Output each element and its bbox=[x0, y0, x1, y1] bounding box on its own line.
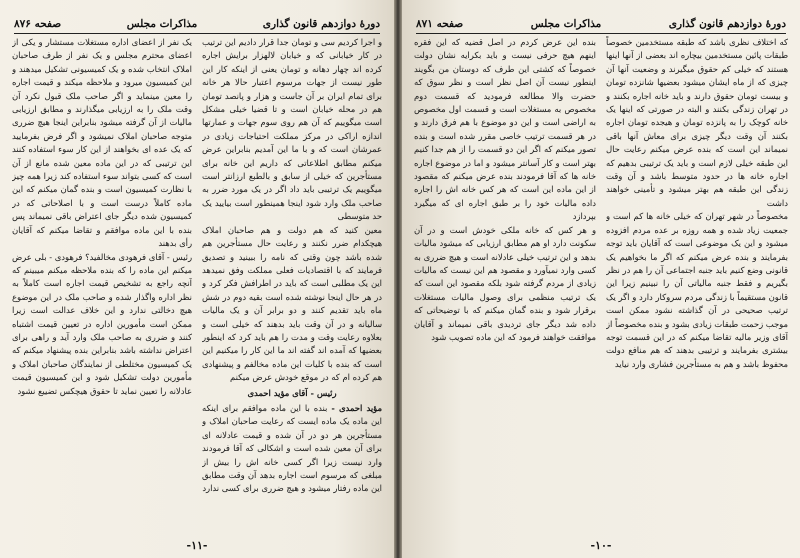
right-page-columns bbox=[414, 36, 788, 532]
left-page-left-column bbox=[12, 36, 192, 532]
right-page-number: -۱۰- bbox=[590, 539, 612, 552]
left-page-columns bbox=[12, 36, 382, 532]
paragraph-text: بنده با این ماده موافقم برای اینکه این ماده یک ماده ایست که رعایت صاحبان املاک و مستأجرین هر دو در آن شده و قیمت عادلانه ای برای آن معین شده است و اشکالی که آقا فرمودند وارد نیست زیرا اگر کسی خانه اش را بیش از مبلغی که مرسوم است اجاره بدهد آن وقت مطابق این ماده رفتار میشود و هیچ ضرری برای کسی ندارد bbox=[202, 402, 382, 494]
right-page-right-column bbox=[606, 36, 788, 532]
left-header-title: مذاکرات مجلس bbox=[126, 18, 198, 30]
speaker-heading: رئیس - آقای مؤید احمدی bbox=[247, 387, 337, 398]
left-header-page: صفحه ۸۷۶ bbox=[14, 18, 62, 30]
paragraph: رئیس - آقای فرهودی مخالفید؟ فرهودی - بلی عرض میکنم این ماده را که بنده ملاحظه میکنم میبینم که آنچه راجع به تشخیص قیمت اجاره است کاملاً به نظر اداره واگذار شده و صاحب ملک در این موضوع هیچ دخالتی ندارد و این خلاف عدالت است زیرا ممکن است مأمورین اداره در تعیین قیمت اشتباه کنند و ضرری به صاحب ملک وارد آید و راهی برای اعتراض نداشته باشد بنابراین بنده پیشنهاد میکنم که یک کمیسیون مختلطی از نمایندگان صاحبان املاک و مأمورین دولت تشکیل شود و این کمیسیون قیمت عادلانه را تعیین نماید تا حقوق هیچکس تضییع نشود bbox=[12, 251, 192, 396]
book-gutter bbox=[394, 0, 402, 558]
right-page-header bbox=[416, 8, 786, 34]
right-header-title: مذاکرات مجلس bbox=[530, 18, 602, 30]
paragraph: مخصوصاً در شهر تهران که خیلی خانه ها کم است و جمعیت زیاد شده و همه روزه بر عده مردم افزوده میشود و این یک موضوعی است که آقایان باید توجه بفرمایند و بنده عرض میکنم که اگر ما بخواهیم یک قانونی وضع کنیم باید جنبه اجتماعی آن را هم در نظر بگیریم و فقط جنبه مالیاتی آن را نبینیم زیرا این قانون مستقیماً با زندگی مردم سروکار دارد و اگر یک ترتیب صحیحی در آن گذاشته نشود ممکن است موجب زحمت طبقات زیادی بشود و بنده مخصوصاً از آقای وزیر مالیه تقاضا میکنم که در این قسمت توجه بیشتری بفرمایند و ترتیبی بدهند که هم منافع دولت محفوظ باشد و هم به مستأجرین فشاری وارد نیاید bbox=[606, 211, 788, 369]
left-header-session: دورهٔ دوازدهم قانون گذاری bbox=[262, 18, 380, 30]
paragraph: و اجرا کردیم سی و تومان جدا قرار دادیم این ترتیب در کار خیابانی که و خیابان لالهزار برایش اجاره کرده اند چهار دهانه و تومان یعنی از اینکه کار این طور نیست از جهات مرسوم اعتبار حالا هر خانه براى تمام ایران بر آن جاست و هزار و پانصد تومان هم در محله خیابان است و تا قضیا خیلی مشکل است میگوییم که آن هم روی سوم جهات و عمارتها اندازه اراکی در مرکز مملکت احتیاجات زیادی در عمرشان است که و با ما این آمدیم بنابراین عرض میکنم مطابق اطلاعاتی که داریم این خانه برای مستأجرین که خیلی از سابق و بالطبع ارزانتر است میگوییم یک ترتیبی باید داد اگر در یک مورد ضرر به صاحب ملک وارد شود اینجا همینطور است بیایید یک حد متوسطی bbox=[202, 37, 382, 222]
speaker-name: مؤید احمدی - bbox=[331, 402, 382, 413]
paragraph: که اختلاف نظری باشد که طبقه مستخدمین خصوصاً طبقات پائین مستخدمین بیچاره اند بعضی از آنها اینها هستند که خیلی کم حقوق میگیرند و وضعیت آنها آن چیزی که از ماه ایشان میشود بعضیها شانزده تومان و بیست تومان حقوق دارند و باید خانه اجاره بکنند و در تهران زندگی بکنند و البته در صورتی که اینها یک خانه کوچک را به پانزده تومان و هیجده تومان اجاره بکنند آن وقت دیگر چیزی برای معاش آنها باقی نمیماند این است که بنده عرض میکنم رعایت حال این طبقه خیلی لازم است و باید یک ترتیبی بدهیم که اجاره خانه ها در حدود متوسط باشد و آن وقت زندگی این طبقه هم بهتر میشود و تأمینی خواهند داشت bbox=[606, 37, 788, 208]
paragraph: و هر کس که خانه ملکی خودش است و در آن سکونت دارد او هم مطابق ارزیابی که میشود مالیات بدهد و این ترتیب خیلی عادلانه است و هیچ ضرری به کسی وارد نمیآورد و مقصود هم این نیست که مالیات زیادی از مردم گرفته شود بلکه مقصود این است که یک ترتیب منظمی برای وصول مالیات مستغلات برقرار شود و بنده گمان میکنم که با توضیحاتی که داده شد دیگر جای تردیدی باقی نمیماند و آقایان موافقت خواهند فرمود که این ماده تصویب شود bbox=[414, 224, 596, 342]
right-page bbox=[402, 0, 800, 558]
paragraph: یک نفر از اعضای اداره مستغلات مستشار و یکی از اعضای محترم مجلس و یک نفر از طرف صاحبان املاک انتخاب شده و یک کمیسیونی تشکیل میدهند و این کمیسیون میرود و ملاحظه میکند و قیمت اجاره را معین مینماید و اگر صاحب ملک قبول نکرد آن وقت ملک را به ارزیابی میگذارند و مطابق ارزیابی مالیات از آن گرفته میشود بنابراین اینجا هیچ ضرری متوجه صاحبان املاک نمیشود و اگر فرض بفرمایید که یک عده ای بخواهند از این کار سوء استفاده کنند این ترتیبی که در این ماده معین شده مانع از آن است که کسی بتواند سوء استفاده کند زیرا همه چیز با نظارت کمیسیون است و بنده گمان میکنم که این ماده کاملاً درست است و با اصلاحاتی که در کمیسیون شده دیگر جای اعتراض باقی نمیماند پس بنده با این ماده موافقم و تقاضا میکنم که آقایان رأی بدهند bbox=[12, 37, 192, 249]
paragraph: بنده این عرض کردم در اصل قضیه که این فقره اینهم هیچ حرفی نیست و باید بکرایه نشان دولت خصوصاً که کشتی این طرف که دوستان من بگویند اینطور نیست آن اصل نظر است و نظر سوق که حضرت والا مطالعه فرمودید که قسمت دوم مخصوص به مستغلات است و قسمت اول مخصوص به اراضی است و این دو موضوع با هم فرق دارند و در هر قسمت ترتیب خاصی مقرر شده است و بنده تصور میکنم که اگر این دو قسمت را از هم جدا کنیم بهتر است و کار آسانتر میشود و اما در موضوع اجاره خانه ها که آقا فرمودند بنده عرض میکنم که مقصود از این ماده این است که هر کس خانه اش را اجاره داده مالیات خود را بر طبق اجاره ای که میگیرد بپردازد bbox=[414, 37, 596, 222]
left-page-number: -۱۱- bbox=[186, 539, 208, 552]
right-header-page: صفحه ۸۷۱ bbox=[416, 18, 464, 30]
right-page-left-column bbox=[414, 36, 596, 532]
left-page bbox=[0, 0, 394, 558]
right-header-session: دورهٔ دوازدهم قانون گذاری bbox=[668, 18, 786, 30]
left-page-header bbox=[14, 8, 380, 34]
left-page-right-column bbox=[202, 36, 382, 532]
paragraph bbox=[202, 402, 382, 496]
paragraph: معین کنید که هم دولت و هم صاحبان املاک هیچکدام ضرر نکنند و رعایت حال مستأجرین هم شده باشد چون وقتی که نامه را ببینید و تصدیق فرمایند که با اقتصادیات فعلی مملکت وفق نمیدهد این یک مطلبی است که باید در اطرافش فکر کرد و در هر حال اینجا نوشته شده است بقیه دوم در شش ماه باید تقدیم کنند و دو برابر آن و یک مالیات سالیانه و در آن وقت باید بدهند که خیلی است و بعلاوه رعایت وقت و مدت را هم باید کرد که اینطور بعضیها که آمده اند گفته اند ما این کار را میکنیم این است که بنده با کلیات این ماده مخالفم و پیشنهادی هم کرده ام که در موقع خودش عرض میکنم bbox=[202, 224, 382, 383]
